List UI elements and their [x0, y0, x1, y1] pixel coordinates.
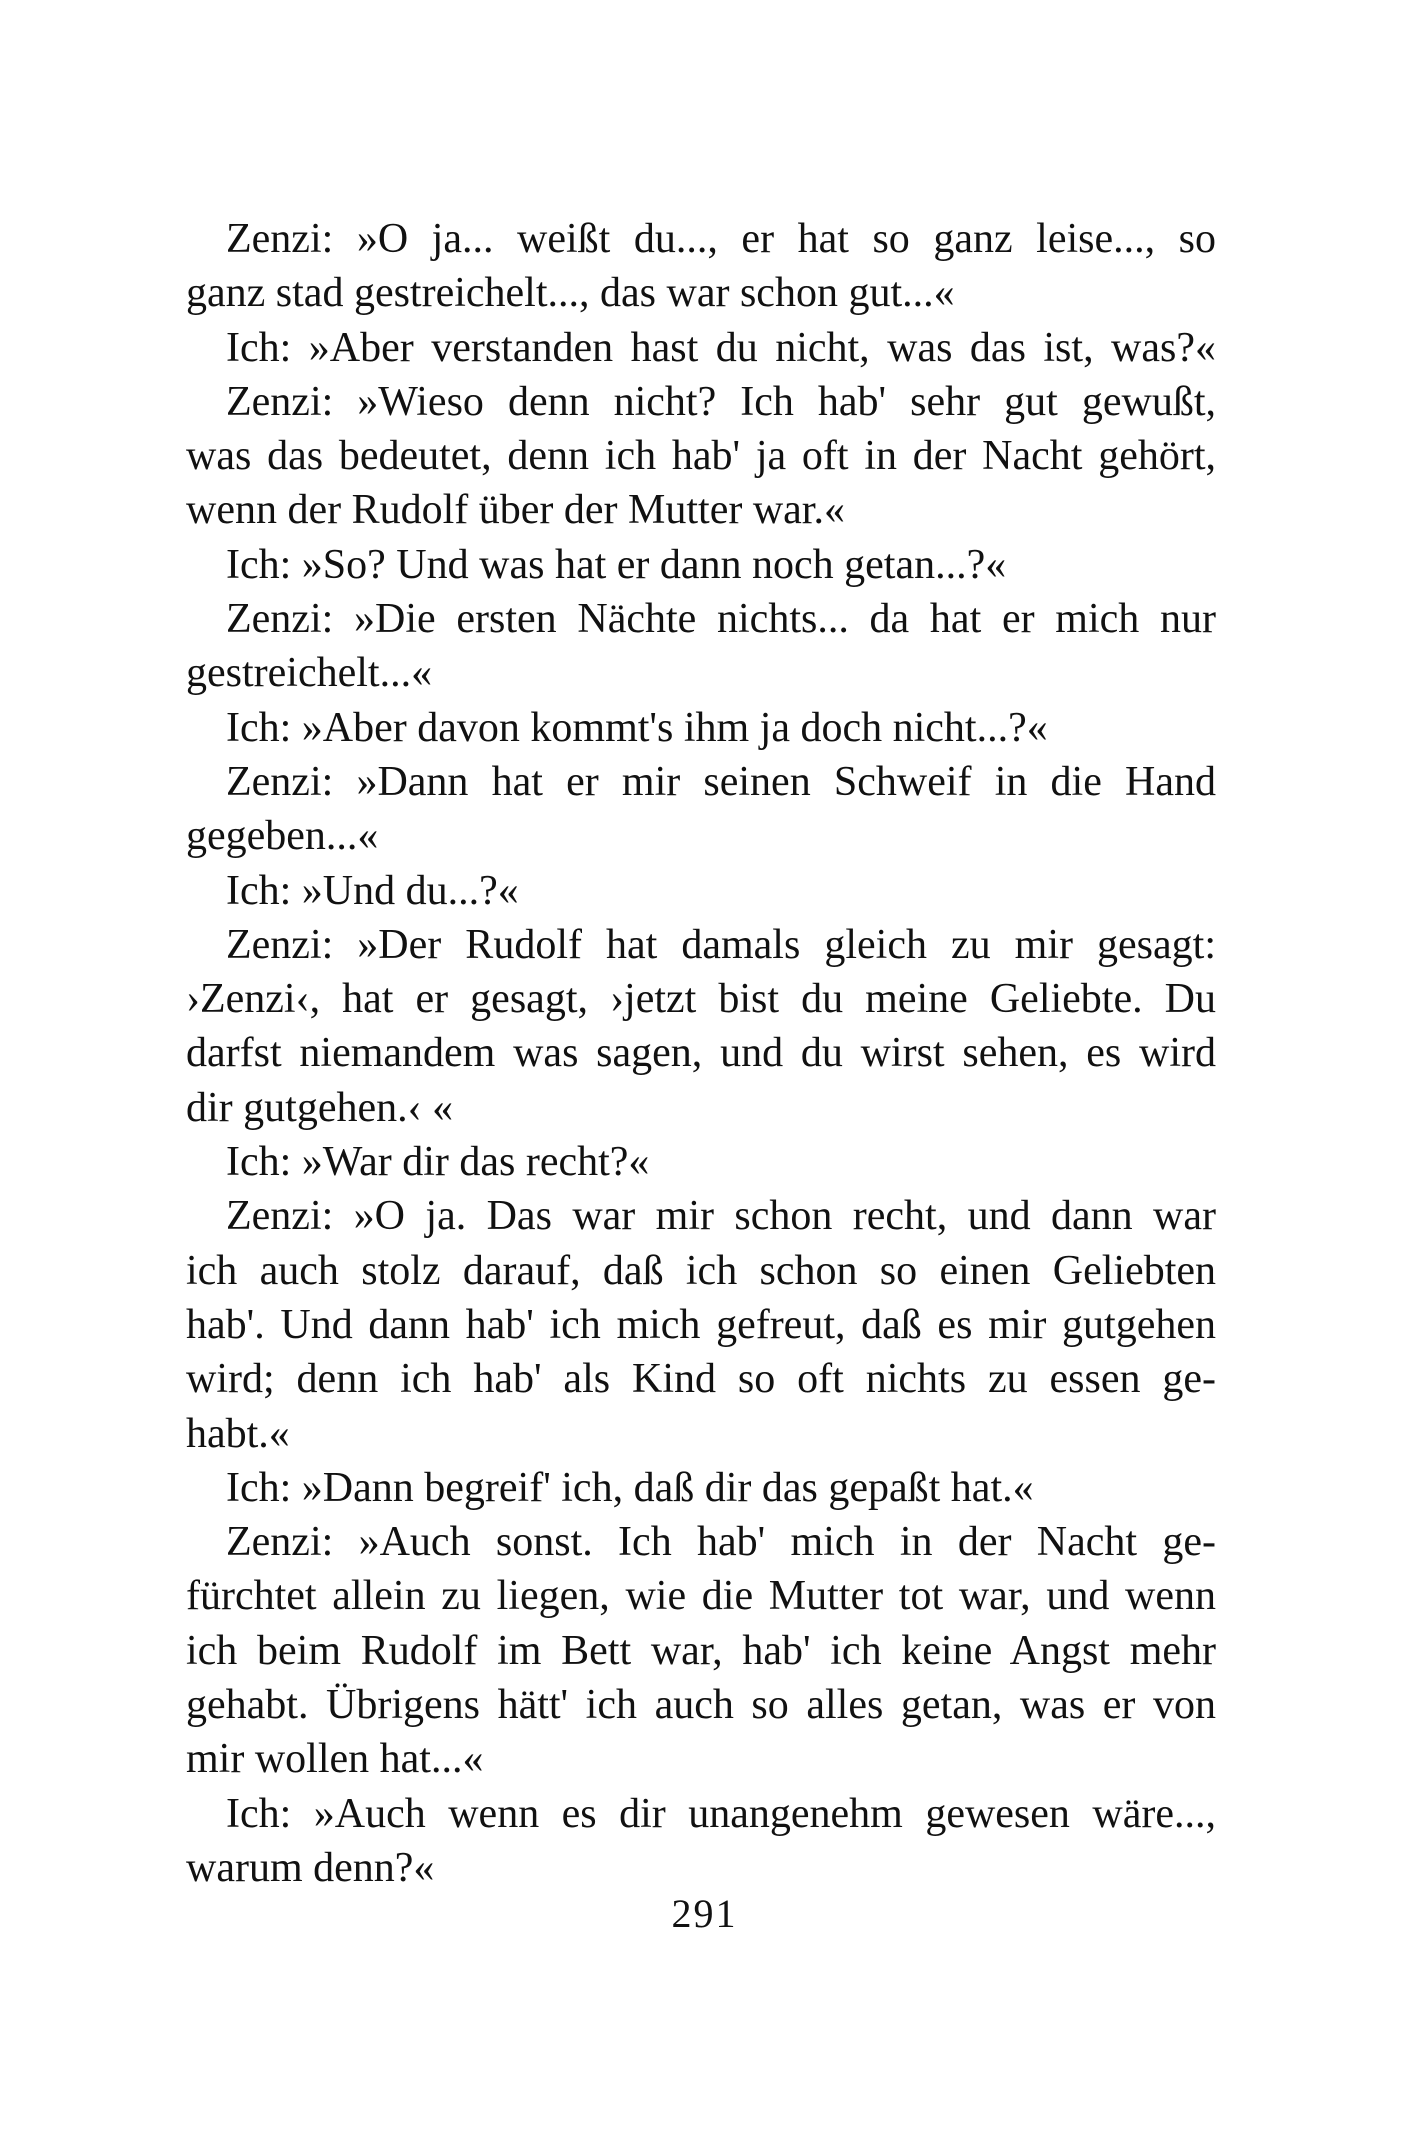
text-line: Zenzi: »O ja. Das war mir schon recht, und dann war	[226, 1193, 1216, 1240]
text-line: Ich: »Dann begreif' ich, daß dir das gepaßt hat.«	[226, 1464, 1034, 1511]
text-line: gehabt. Übrigens hätt' ich auch so alles getan, was er von	[186, 1682, 1216, 1729]
text-line: Ich: »So? Und was hat er dann noch getan...?«	[226, 541, 1007, 588]
text-line: Ich: »Und du...?«	[226, 867, 519, 914]
text-line: Ich: »War dir das recht?«	[226, 1139, 650, 1186]
text-line: was das bedeutet, denn ich hab' ja oft in der Nacht gehört,	[186, 433, 1216, 480]
text-line: wenn der Rudolf über der Mutter war.«	[186, 487, 845, 534]
text-line: habt.«	[186, 1410, 290, 1457]
text-line: mir wollen hat...«	[186, 1736, 484, 1783]
text-line: ich auch stolz darauf, daß ich schon so einen Geliebten	[186, 1247, 1216, 1294]
text-line: darfst niemandem was sagen, und du wirst sehen, es wird	[186, 1030, 1216, 1077]
body-text	[186, 212, 1216, 1895]
text-line: Zenzi: »Die ersten Nächte nichts... da hat er mich nur	[226, 596, 1216, 643]
text-line: Ich: »Aber verstanden hast du nicht, was das ist, was?«	[226, 324, 1216, 371]
text-line: dir gutgehen.‹ «	[186, 1084, 454, 1131]
text-line: gestreichelt...«	[186, 650, 433, 697]
text-line: ich beim Rudolf im Bett war, hab' ich keine Angst mehr	[186, 1627, 1216, 1674]
text-line: warum denn?«	[186, 1844, 435, 1891]
text-line: Zenzi: »Wieso denn nicht? Ich hab' sehr gut gewußt,	[226, 378, 1216, 425]
page-number: 291	[671, 1891, 738, 1936]
text-line: hab'. Und dann hab' ich mich gefreut, daß es mir gutgehen	[186, 1301, 1216, 1348]
text-line: Zenzi: »Der Rudolf hat damals gleich zu mir gesagt:	[226, 921, 1216, 968]
text-line: wird; denn ich hab' als Kind so oft nichts zu essen ge-	[186, 1356, 1216, 1403]
text-line: ganz stad gestreichelt..., das war schon gut...«	[186, 270, 955, 317]
text-line: gegeben...«	[186, 813, 379, 860]
text-line: Zenzi: »Dann hat er mir seinen Schweif in die Hand	[226, 758, 1216, 805]
text-line: ›Zenzi‹, hat er gesagt, ›jetzt bist du meine Geliebte. Du	[186, 976, 1216, 1023]
text-line: Zenzi: »O ja... weißt du..., er hat so ganz leise..., so	[226, 216, 1216, 262]
text-line: Zenzi: »Auch sonst. Ich hab' mich in der Nacht ge-	[226, 1519, 1216, 1566]
text-line: Ich: »Aber davon kommt's ihm ja doch nicht...?«	[226, 704, 1048, 751]
text-line: fürchtet allein zu liegen, wie die Mutter tot war, und wenn	[186, 1573, 1216, 1620]
text-line: Ich: »Auch wenn es dir unangenehm gewesen wäre...,	[226, 1790, 1216, 1837]
